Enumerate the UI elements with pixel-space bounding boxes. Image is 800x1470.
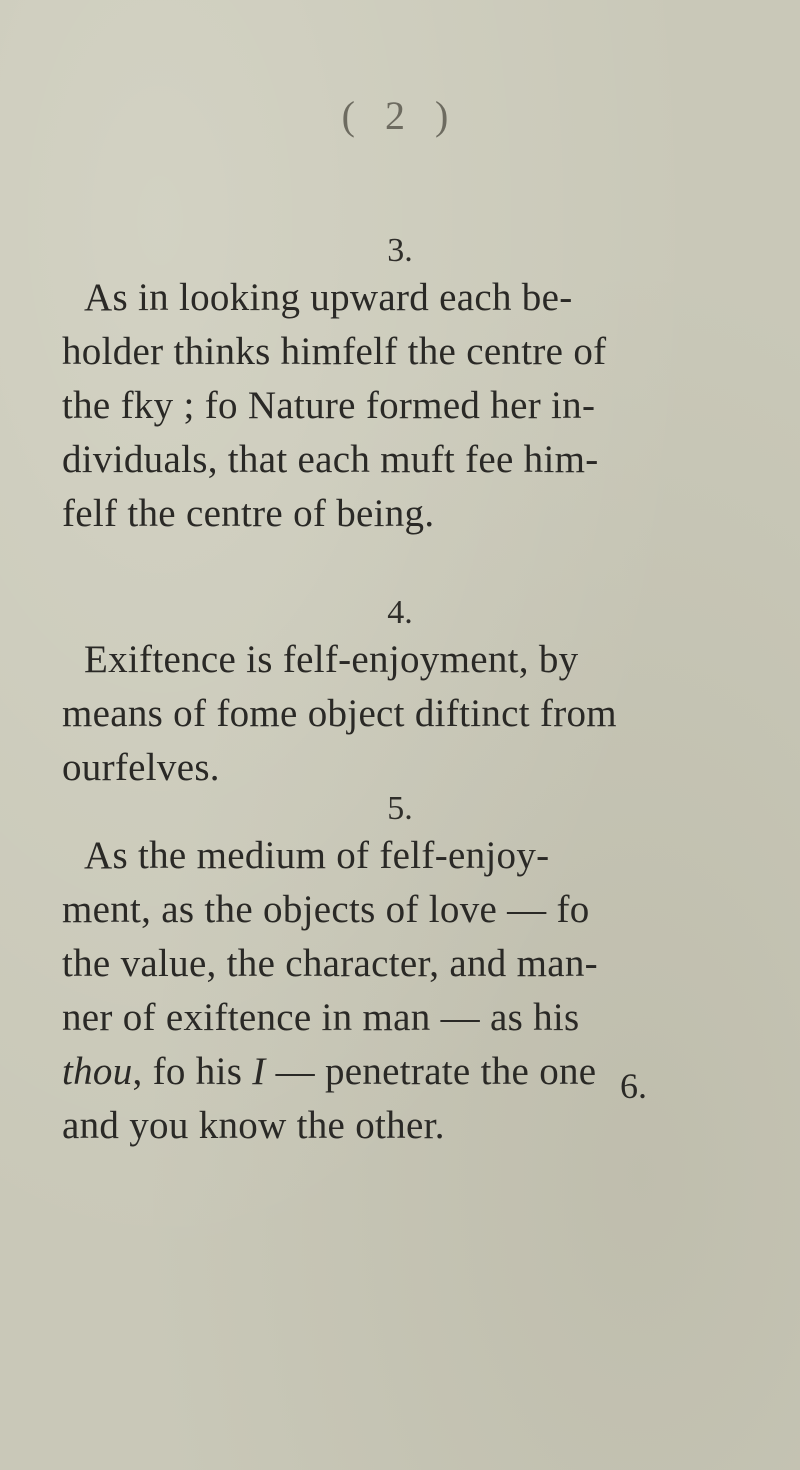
paragraph-line: felf the centre of being. — [62, 492, 435, 535]
paragraph-line: ourfelves. — [62, 746, 220, 789]
paragraph-line: As the medium of felf-enjoy- — [84, 834, 550, 877]
line-text: — penetrate the one — [265, 1050, 597, 1093]
paragraph-line-thou — [62, 1045, 752, 1099]
paragraph-3 — [62, 271, 752, 541]
paragraph-line: ner of exiftence in man — as his — [62, 996, 580, 1039]
paragraph-4 — [62, 633, 752, 795]
paragraph-line: ment, as the objects of love — fo — [62, 888, 590, 931]
section-number-5: 5. — [387, 790, 413, 827]
paragraph-line: the fky ; fo Nature formed her in- — [62, 384, 596, 427]
italic-thou: thou — [62, 1050, 133, 1093]
catchword: 6. — [620, 1066, 647, 1106]
paragraph-line: Exiftence is felf-enjoyment, by — [84, 638, 579, 681]
paragraph-line: means of fome object diftinct from — [62, 692, 617, 735]
paragraph-5 — [62, 829, 752, 1153]
paragraph-line: As in looking upward each be- — [84, 276, 573, 319]
section-number-3: 3. — [387, 232, 413, 269]
italic-i: I — [252, 1050, 266, 1093]
paragraph-line: dividuals, that each muft fee him- — [62, 438, 599, 481]
paragraph-line: holder thinks himfelf the centre of — [62, 330, 607, 373]
paragraph-line: and you know the other. — [62, 1104, 445, 1147]
line-text: , fo his — [132, 1050, 253, 1093]
section-number-4: 4. — [387, 594, 413, 631]
paragraph-line: the value, the character, and man- — [62, 942, 598, 985]
page-number-mark: ( 2 ) — [341, 93, 459, 138]
